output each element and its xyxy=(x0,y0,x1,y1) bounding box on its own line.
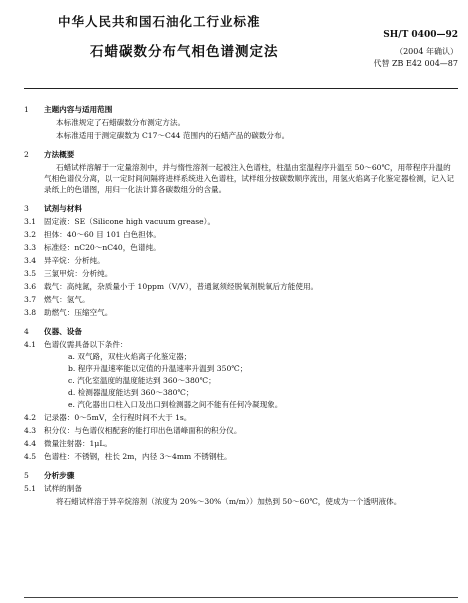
item-text: 异辛烷：分析纯。 xyxy=(44,256,105,265)
sub-list-item: a. 双气路，双柱火焰离子化鉴定器； xyxy=(68,352,192,361)
sub-list-item: d. 检测器温度能达到 360～380℃； xyxy=(68,388,194,397)
list-item xyxy=(24,255,456,266)
paragraph: 将石蜡试样溶于异辛烷溶剂（浓度为 20%～30%（m/m））加热到 50～60℃，使成为一个透明液体。 xyxy=(56,497,402,506)
item-number: 3.8 xyxy=(24,308,37,317)
section-number: 1 xyxy=(24,105,29,114)
item-text: 记录器：0～5mV，全行程时间不大于 1s。 xyxy=(44,413,192,422)
item-text: 色谱柱：不锈钢，柱长 2m，内径 3～4mm 不锈钢柱。 xyxy=(44,452,232,461)
section-number: 3 xyxy=(24,204,29,213)
sub-list-item: e. 汽化器出口柱入口及出口到检测器之间不能有任何冷凝现象。 xyxy=(68,400,283,409)
section-title: 方法概要 xyxy=(44,150,75,159)
list-item xyxy=(24,307,456,318)
item-text: 色谱仪需具备以下条件： xyxy=(44,340,128,349)
section-title: 分析步骤 xyxy=(44,471,75,480)
list-item xyxy=(24,339,456,350)
item-text: 积分仪：与色谱仪相配套的能打印出色谱峰面积的积分仪。 xyxy=(44,426,242,435)
item-number: 3.1 xyxy=(24,217,37,226)
item-text: 担体：40～60 目 101 白色担体。 xyxy=(44,230,161,239)
document-subtitle: 石蜡碳数分布气相色谱测定法 xyxy=(90,44,279,60)
list-item xyxy=(24,294,456,305)
document-body xyxy=(24,104,456,507)
item-text: 固定液：SE（Silicone high vacuum grease）。 xyxy=(44,217,216,226)
footer-divider xyxy=(24,597,458,598)
sub-list-item: c. 汽化室温度的温度能达到 360～380℃； xyxy=(68,376,216,385)
list-item xyxy=(24,281,456,292)
standard-header xyxy=(0,0,468,78)
section-title: 仪器、设备 xyxy=(44,327,82,336)
item-number: 3.6 xyxy=(24,282,37,291)
list-item xyxy=(24,216,456,227)
item-number: 4.4 xyxy=(24,439,37,448)
list-item xyxy=(24,425,456,436)
header-divider xyxy=(24,88,458,89)
section-number: 5 xyxy=(24,471,29,480)
list-item xyxy=(24,268,456,279)
item-text: 试样的制备 xyxy=(44,484,82,493)
list-item xyxy=(24,438,456,449)
replace-note: 代替 ZB E42 004—87 xyxy=(373,59,458,68)
section-heading xyxy=(24,326,456,337)
standard-code: SH/T 0400—92 xyxy=(383,30,458,40)
standard-title: 中华人民共和国石油化工行业标准 xyxy=(58,14,261,29)
section-heading xyxy=(24,470,456,481)
item-number: 3.3 xyxy=(24,243,37,252)
confirm-note: （2004 年确认） xyxy=(395,47,458,56)
sub-list xyxy=(68,351,456,410)
item-number: 3.4 xyxy=(24,256,37,265)
item-number: 3.7 xyxy=(24,295,37,304)
item-number: 4.2 xyxy=(24,413,37,422)
item-text: 微量注射器：1μL。 xyxy=(44,439,112,448)
item-number: 5.1 xyxy=(24,484,37,493)
section-heading xyxy=(24,149,456,160)
item-number: 3.5 xyxy=(24,269,37,278)
list-item xyxy=(24,412,456,423)
section-title: 试剂与材料 xyxy=(44,204,82,213)
paragraph: 本标准适用于测定碳数为 C17～C44 范围内的石蜡产品的碳数分布。 xyxy=(56,131,290,140)
list-item xyxy=(24,229,456,240)
section-title: 主题内容与适用范围 xyxy=(44,105,113,114)
sub-list-item: b. 程序升温速率能以定值的升温速率升温到 350℃； xyxy=(68,364,248,373)
item-text: 燃气：氢气。 xyxy=(44,295,90,304)
item-number: 4.5 xyxy=(24,452,37,461)
section-number: 4 xyxy=(24,327,29,336)
item-number: 4.1 xyxy=(24,340,37,349)
section-number: 2 xyxy=(24,150,29,159)
list-item xyxy=(24,483,456,494)
item-number: 3.2 xyxy=(24,230,37,239)
paragraph: 本标准规定了石蜡碳数分布测定方法。 xyxy=(56,118,186,127)
item-text: 标准烃：nC20～nC40，色谱纯。 xyxy=(44,243,161,252)
paragraph: 石蜡试样溶解于一定量溶剂中，并与惰性溶剂一起被注入色谱柱，柱温由室温程序升温至 50～60℃，用带程序升温的气相色谱仪分离，以一定时间间隔将进样系统进入色谱柱，试样组分按碳数顺序流出，用氢火焰离子化鉴定器检测，记入记录纸上的色谱图，用归一化法计算各碳数组分的含量。 xyxy=(44,163,455,194)
list-item xyxy=(24,451,456,462)
item-text: 三氯甲烷：分析纯。 xyxy=(44,269,113,278)
section-heading xyxy=(24,203,456,214)
item-number: 4.3 xyxy=(24,426,37,435)
section-heading xyxy=(24,104,456,115)
item-text: 助燃气：压缩空气。 xyxy=(44,308,113,317)
list-item xyxy=(24,242,456,253)
item-text: 载气：高纯氮，杂质量小于 10ppm（V/V），普通氮须经脱氧剂脱氧后方能使用。 xyxy=(44,282,319,291)
